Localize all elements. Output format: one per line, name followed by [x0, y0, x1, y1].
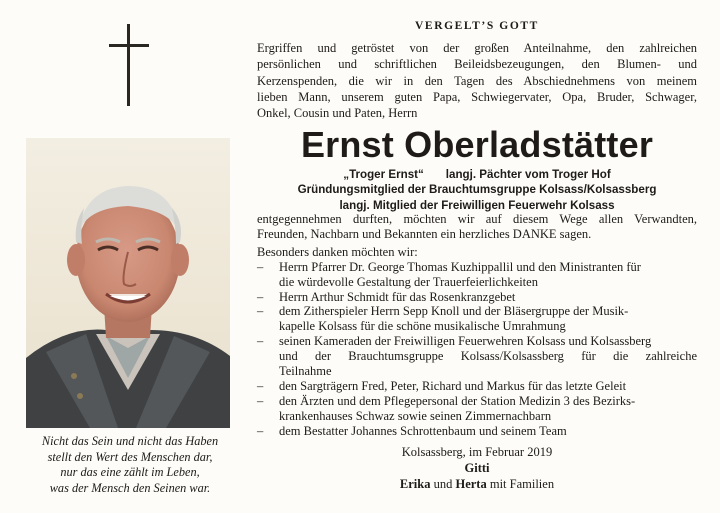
- page-title: VERGELT’S GOTT: [415, 20, 539, 32]
- cross-icon: [109, 24, 149, 106]
- list-item-continuation: und der Brauchtumsgruppe Kolsass/Kolsassberg für die zahlreiche: [279, 349, 697, 364]
- list-item-continuation: die würdevolle Gestaltung der Trauerfeierlichkeiten: [279, 274, 538, 289]
- role-line: langj. Mitglied der Freiwilligen Feuerwehr Kolsass: [339, 198, 615, 212]
- role-line: langj. Pächter vom Troger Hof: [445, 168, 611, 181]
- deceased-nickname: „Troger Ernst“: [343, 168, 424, 181]
- list-item: – dem Bestatter Johannes Schrottenbaum und seinem Team: [257, 423, 567, 438]
- quote-line: was der Mensch den Seinen war.: [49, 480, 211, 495]
- list-item: – den Ärzten und dem Pflegepersonal der Station Medizin 3 des Bezirks-: [257, 393, 636, 408]
- role-line: Gründungsmitglied der Brauchtumsgruppe Kolsass/Kolsassberg: [297, 183, 657, 197]
- list-item: – seinen Kameraden der Freiwilligen Feuerwehren Kolsass und Kolsassberg: [257, 334, 652, 349]
- quote-line: Nicht das Sein und nicht das Haben: [41, 434, 219, 448]
- list-item: – dem Zitherspieler Herrn Sepp Knoll und der Bläsergruppe der Musik-: [257, 304, 629, 319]
- signer-line: [257, 476, 697, 492]
- signer-name: Gitti: [464, 461, 490, 475]
- intro-paragraph: [257, 40, 697, 121]
- list-item-continuation: krankenhauses Schwaz sowie seinen Zimmernachbarn: [279, 408, 552, 423]
- list-item: – Herrn Pfarrer Dr. George Thomas Kuzhippallil und den Ministranten für: [257, 259, 641, 274]
- thanks-section: [257, 212, 697, 439]
- signer-suffix: mit Familien: [489, 477, 555, 491]
- list-item: – Herrn Arthur Schmidt für das Rosenkranzgebet: [257, 289, 516, 304]
- list-item-continuation: Teilnahme: [279, 364, 332, 379]
- intro-line: Ergriffen und getröstet von der großen Anteilnahme, den zahlreichen: [257, 41, 697, 55]
- intro-line: persönlichen und schriftlichen Beileidsbezeugungen, den Blumen- und: [257, 57, 697, 72]
- signer-conjunction: und: [433, 477, 453, 491]
- intro-line: lieben Mann, unserem guten Papa, Schwiegervater, Opa, Bruder, Schwager,: [257, 89, 697, 104]
- signer-name: Erika: [399, 477, 431, 491]
- portrait-photo: [26, 138, 230, 428]
- place-date: Kolsassberg, im Februar 2019: [401, 445, 553, 459]
- deceased-name: Ernst Oberladstätter: [300, 124, 654, 165]
- intro-line: Kerzenspenden, die wir in den Tagen des Abschiednehmens von meinem: [257, 73, 697, 88]
- continuation-line: entgegennehmen durften, möchten wir auf diesem Wege allen Verwandten,: [257, 212, 697, 226]
- deceased-roles: [257, 167, 697, 213]
- intro-line: Onkel, Cousin und Paten, Herrn: [257, 106, 418, 121]
- thanks-intro: Besonders danken möchten wir:: [257, 244, 418, 259]
- quote-line: stellt den Wert des Menschen dar,: [47, 449, 213, 464]
- signoff: [257, 444, 697, 492]
- list-item-continuation: kapelle Kolsass für die schöne musikalische Umrahmung: [279, 319, 566, 334]
- quote-line: nur das eine zählt im Leben,: [60, 465, 200, 479]
- list-item: – den Sargträgern Fred, Peter, Richard und Markus für das letzte Geleit: [257, 378, 627, 393]
- memorial-quote: [16, 434, 244, 496]
- signer-name: Herta: [455, 477, 487, 491]
- continuation-line: Freunden, Nachbarn und Bekannten ein herzliches DANKE sagen.: [257, 226, 592, 241]
